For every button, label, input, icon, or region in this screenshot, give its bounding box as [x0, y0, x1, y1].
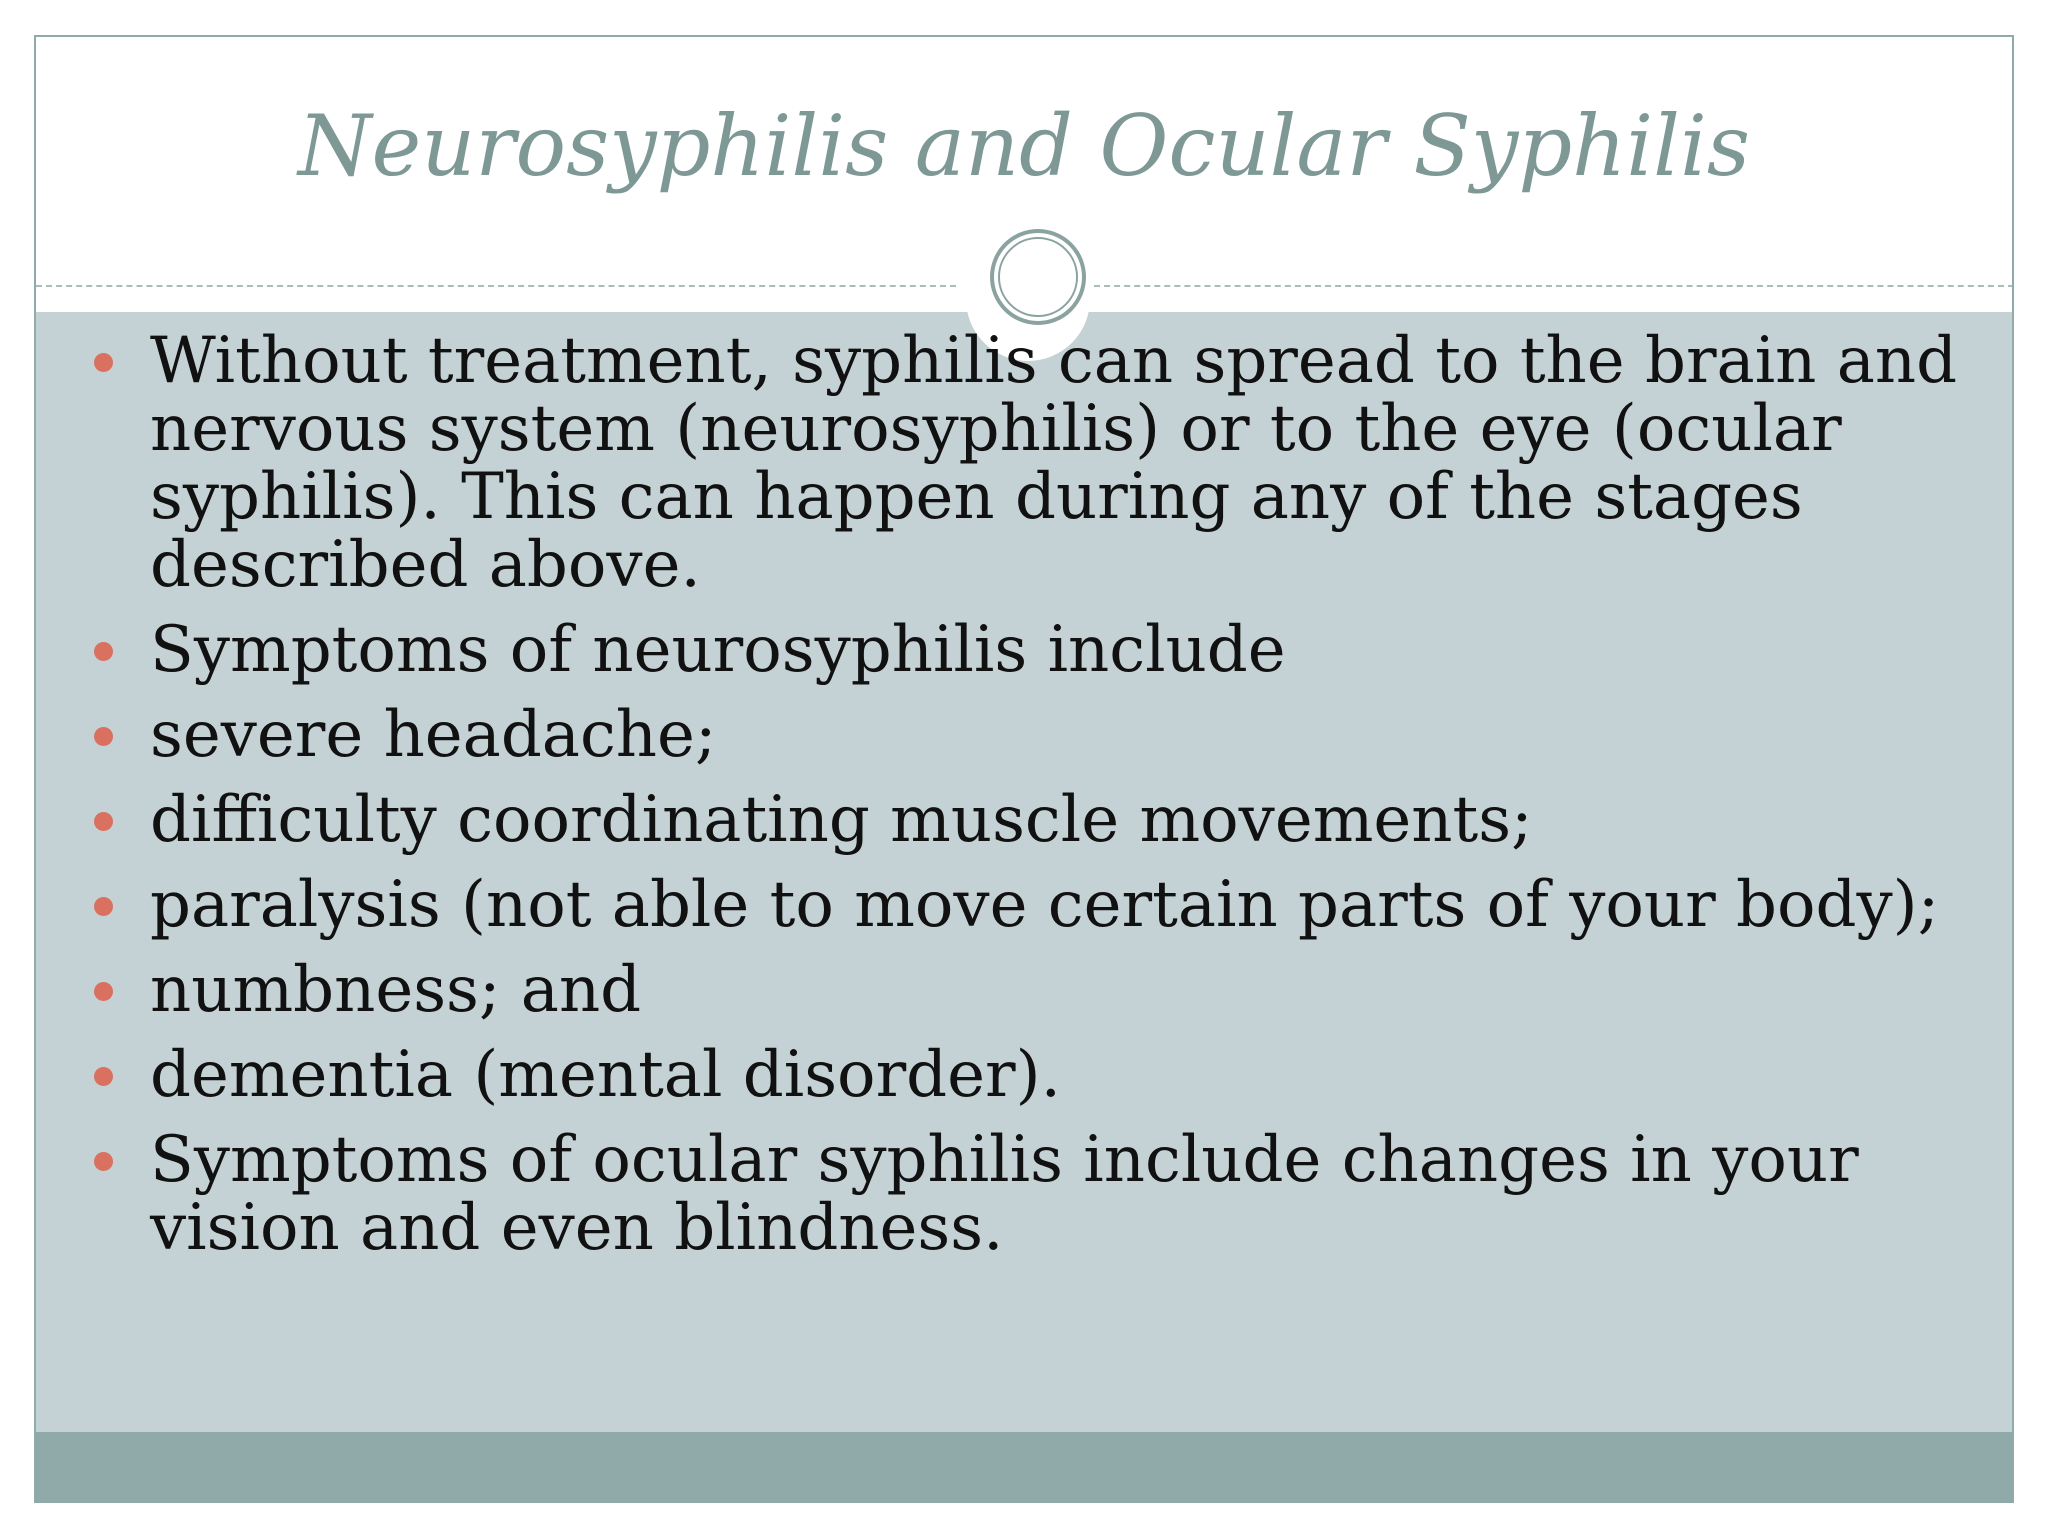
bullet-text: difficulty coordinating muscle movements;: [150, 783, 1533, 857]
list-item: [36, 868, 2012, 942]
list-item: [36, 1038, 2012, 1112]
divider-line-left: [36, 285, 956, 287]
bullet-dot-icon: [94, 353, 113, 372]
bullet-text: dementia (mental disorder).: [150, 1038, 1061, 1112]
bullet-dot-icon: [94, 1152, 113, 1171]
footer-band: [36, 1432, 2012, 1503]
slide-title: Neurosyphilis and Ocular Syphilis: [298, 97, 1750, 195]
bullet-text: numbness; and: [150, 953, 642, 1027]
list-item: [36, 1123, 2012, 1265]
ring-inner-icon: [998, 237, 1078, 317]
bullet-text: severe headache;: [150, 698, 717, 772]
list-item: [36, 698, 2012, 772]
bullet-text: paralysis (not able to move certain parts of your body);: [150, 868, 1940, 942]
list-item: [36, 953, 2012, 1027]
slide: [34, 35, 2014, 1503]
list-item: [36, 783, 2012, 857]
bullet-dot-icon: [94, 1067, 113, 1086]
bullet-text: Without treatment, syphilis can spread to the brain and nervous system (neurosyphilis) or to the eye (ocular syphilis). This can happen during any of the stages described above.: [150, 324, 1958, 602]
bullet-text: Symptoms of ocular syphilis include changes in your vision and even blindness.: [150, 1123, 1859, 1265]
divider-line-right: [1094, 285, 2014, 287]
bullet-dot-icon: [94, 727, 113, 746]
bullet-list: [36, 324, 2012, 1279]
list-item: [36, 613, 2012, 687]
ring-ornament-icon: [990, 229, 1086, 325]
bullet-dot-icon: [94, 642, 113, 661]
bullet-dot-icon: [94, 897, 113, 916]
bullet-text: Symptoms of neurosyphilis include: [150, 613, 1286, 687]
bullet-dot-icon: [94, 812, 113, 831]
list-item: [36, 324, 2012, 602]
bullet-dot-icon: [94, 982, 113, 1001]
